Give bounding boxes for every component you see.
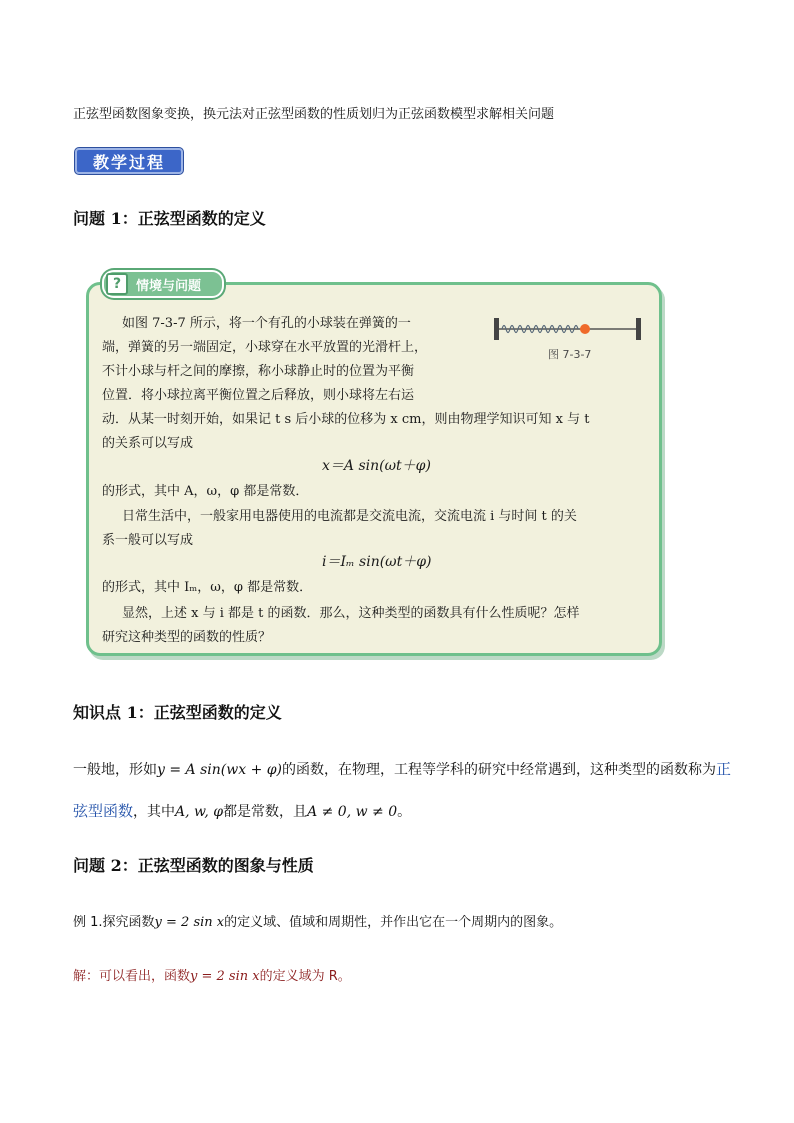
box-line: 的形式，其中 Iₘ，ω，φ 都是常数． xyxy=(102,580,313,595)
box-line: 的关系可以写成 xyxy=(102,436,194,451)
def-text: 一般地，形如 xyxy=(73,762,157,778)
right-wall xyxy=(636,318,641,340)
example-text: 的定义域、值域和周期性，并作出它在一个周期内的图象。 xyxy=(224,915,563,930)
box-line: 不计小球与杆之间的摩擦，称小球静止时的位置为平衡 xyxy=(102,364,415,379)
definition-line-1 xyxy=(73,758,731,779)
box-line: 显然，上述 x 与 i 都是 t 的函数．那么，这种类型的函数具有什么性质呢？怎样 xyxy=(122,606,580,621)
figure-caption: 图 7-3-7 xyxy=(548,348,592,361)
formula-displacement: x＝A sin(ωt＋φ) xyxy=(322,458,431,474)
box-line: 的形式，其中 A，ω，φ 都是常数． xyxy=(102,484,309,499)
intro-text: 正弦型函数图象变换，换元法对正弦型函数的性质划归为正弦函数模型求解相关问题 xyxy=(73,107,555,122)
def-term: 弦型函数 xyxy=(73,802,134,820)
def-formula: y = A sin(wx + φ) xyxy=(157,762,283,778)
def-term: 正 xyxy=(716,760,732,778)
scenario-tab xyxy=(102,270,224,298)
question-1-heading: 问题 1：正弦型函数的定义 xyxy=(73,209,266,228)
scenario-tab-label: 情境与问题 xyxy=(136,278,202,294)
solution-text: 的定义域为 R。 xyxy=(259,969,351,984)
box-line: 如图 7-3-7 所示，将一个有孔的小球装在弹簧的一 xyxy=(122,316,411,331)
question-2-heading: 问题 2：正弦型函数的图象与性质 xyxy=(73,856,314,875)
box-line: 系一般可以写成 xyxy=(102,533,194,548)
box-line: 动．从某一时刻开始，如果记 t s 后小球的位移为 x cm，则由物理学知识可知 x 与 t xyxy=(102,412,590,427)
definition-line-2 xyxy=(73,800,411,821)
ball xyxy=(580,324,590,334)
question-mark-icon: ? xyxy=(106,273,128,295)
formula-current: i＝Iₘ sin(ωt＋φ) xyxy=(322,554,432,570)
section-badge: 教学过程 xyxy=(75,148,183,174)
solution-text: 解：可以看出，函数 xyxy=(73,969,191,984)
example-text: 例 1.探究函数 xyxy=(73,915,155,930)
knowledge-1-heading: 知识点 1：正弦型函数的定义 xyxy=(73,703,282,722)
def-text: 。 xyxy=(397,804,412,820)
box-line: 位置．将小球拉离平衡位置之后释放，则小球将左右运 xyxy=(102,388,415,403)
solution-formula: y = 2 sin x xyxy=(190,969,260,984)
example-1 xyxy=(73,911,562,930)
def-params: A, w, φ xyxy=(175,804,224,820)
solution-1 xyxy=(73,965,351,984)
spring-figure xyxy=(490,314,650,346)
left-wall xyxy=(494,318,499,340)
def-condition: A ≠ 0, w ≠ 0 xyxy=(307,804,398,820)
box-line: 研究这种类型的函数的性质？ xyxy=(102,630,272,645)
box-line: 日常生活中，一般家用电器使用的电流都是交流电流，交流电流 i 与时间 t 的关 xyxy=(122,509,577,524)
def-text: 的函数，在物理，工程等学科的研究中经常遇到，这种类型的函数称为 xyxy=(282,762,717,778)
def-text: 都是常数，且 xyxy=(223,804,308,820)
def-text: ，其中 xyxy=(133,804,176,820)
box-line: 端，弹簧的另一端固定，小球穿在水平放置的光滑杆上， xyxy=(102,340,428,355)
example-formula: y = 2 sin x xyxy=(154,915,225,930)
